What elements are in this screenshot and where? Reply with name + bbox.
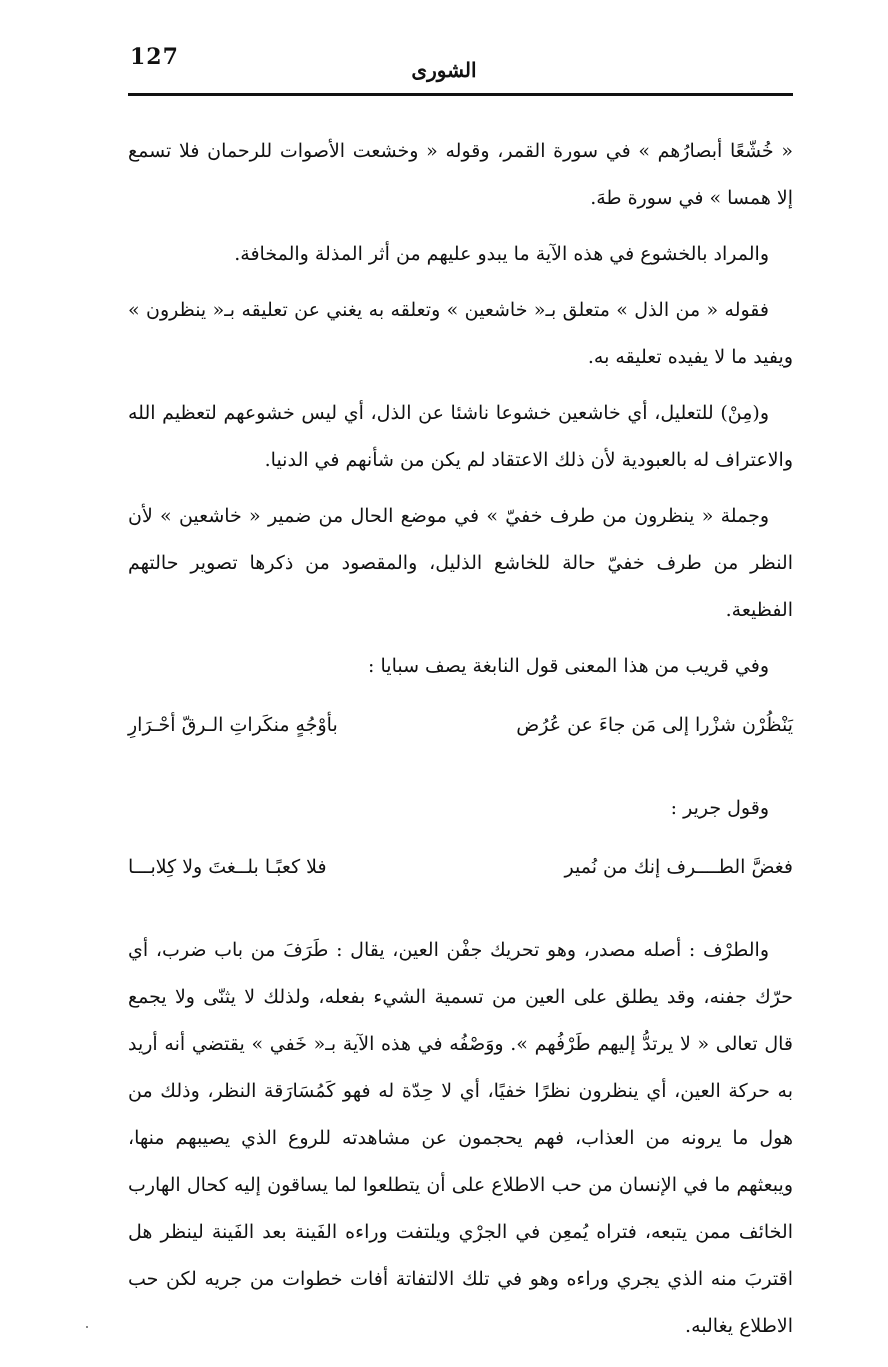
paragraph: « خُشّعًا أبصارُهم » في سورة القمر، وقوله « وخشعت الأصوات للرحمان فلا تسمع إلا همسا » في سورة طهَ. <box>128 140 793 209</box>
scan-speck <box>86 1326 88 1328</box>
paragraph: فقوله « من الذل » متعلق بـ« خاشعين » وتعلقه به يغني عن تعليقه بـ« ينظرون » ويفيد ما لا يفيده تعليقه به. <box>128 299 793 368</box>
poetry-verse <box>128 702 793 749</box>
running-head-title: الشورى <box>411 58 477 82</box>
verse-intro: وفي قريب من هذا المعنى قول النابغة يصف سبايا : <box>368 655 769 677</box>
poetry-verse <box>128 844 793 891</box>
paragraph: وجملة « ينظرون من طرف خفيّ » في موضع الحال من ضمير « خاشعين » لأن النظر من طرف خفيّ حالة للخاشع الذليل، والمقصود من ذكرها تصوير حالتهم الفظيعة. <box>128 505 793 621</box>
paragraph: و(مِنْ) للتعليل، أي خاشعين خشوعا ناشئا عن الذل، أي ليس خشوعهم لتعظيم الله والاعتراف له بالعبودية لأن ذلك الاعتقاد لم يكن من شأنهم في الدنيا. <box>128 402 793 471</box>
paragraph: والمراد بالخشوع في هذه الآية ما يبدو عليهم من أثر المذلة والمخافة. <box>234 243 769 265</box>
page-number: 127 <box>130 44 179 70</box>
verse-hemistich-first: فغضَّ الطــــرف إنك من نُمير <box>564 856 793 878</box>
paragraph: والطرْف : أصله مصدر، وهو تحريك جفْن العين، يقال : طَرَفَ من باب ضرب، أي حرّك جفنه، وقد يطلق على العين من تسمية الشيء بفعله، ولذلك لا يثنّى ولا يجمع قال تعالى « لا يرتدُّ إليهم طَرْفُهم ». ووَصْفُه في هذه الآية بـ« خَفي » يقتضي أنه أريد به حركة العين، أي ينظرون نظرًا خفيًا، أي لا حِدّة له فهو كَمُسَارَقة النظر، وذلك من هول ما يرونه من العذاب، فهم يحجمون عن مشاهدته للروع الذي يصيبهم منها، ويبعثهم ما في الإنسان من حب الاطلاع على أن يتطلعوا لما يساقون إليه كحال الهارب الخائف ممن يتبعه، فتراه يُمعِن في الجرْي ويلتفت وراءه الفَينة بعد الفَينة لينظر هل اقتربَ منه الذي يجري وراءه وهو في تلك الالتفاتة أفات خطوات من جريه لكن حب الاطلاع يغالبه. <box>128 939 793 1337</box>
verse-intro: وقول جرير : <box>670 797 769 819</box>
verse-hemistich-second: بأوْجُهٍ منكَراتِ الـرقّ أحْـرَارِ <box>128 714 338 736</box>
header-rule <box>128 93 793 96</box>
verse-hemistich-first: يَنْظُرْن شزْرا إلى مَن جاءَ عن عُرُض <box>516 714 793 736</box>
body-text <box>128 128 793 1359</box>
verse-hemistich-second: فلا كعبًـا بلــغتَ ولا كِلابـــا <box>128 856 327 878</box>
